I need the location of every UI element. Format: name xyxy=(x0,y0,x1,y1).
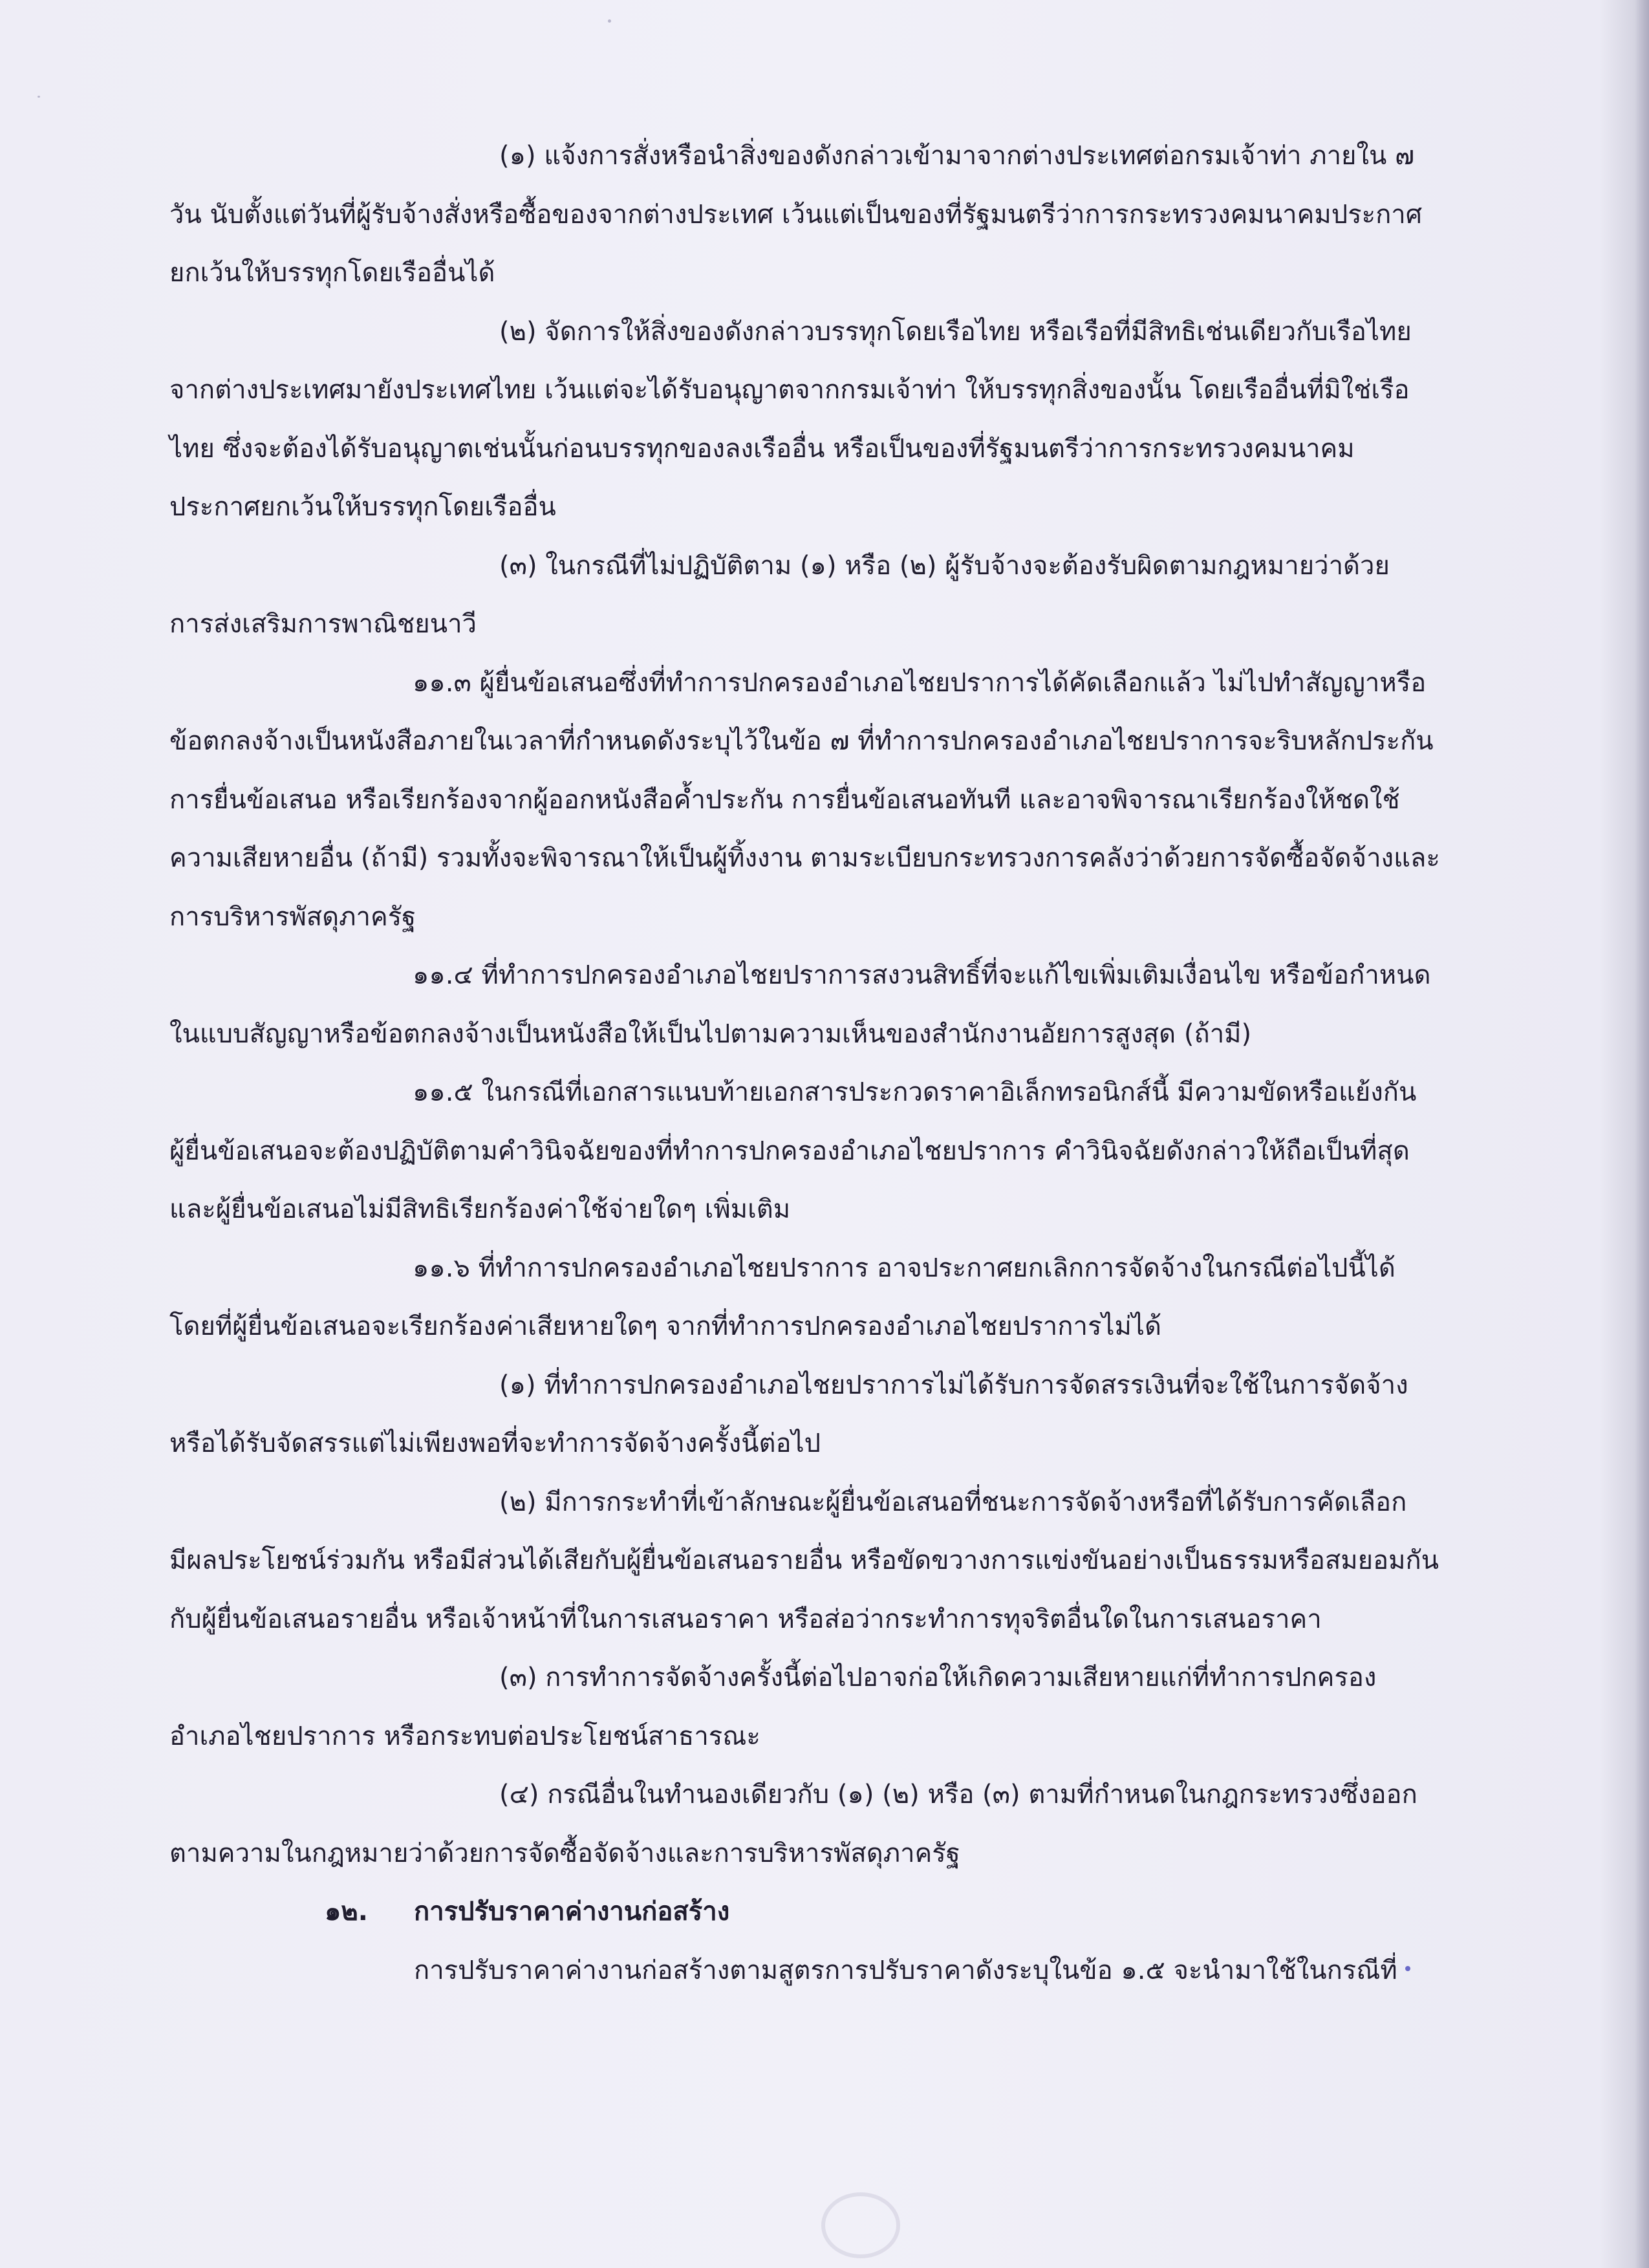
text-line: ยกเว้นให้บรรทุกโดยเรืออื่นได้ xyxy=(169,258,495,288)
text-line: (๑) ที่ทำการปกครองอำเภอไชยปราการไม่ได้รับการจัดสรรเงินที่จะใช้ในการจัดจ้าง xyxy=(499,1370,1408,1400)
text-line: (๒) จัดการให้สิ่งของดังกล่าวบรรทุกโดยเรือไทย หรือเรือที่มีสิทธิเช่นเดียวกับเรือไทย xyxy=(499,316,1412,347)
text-line: ผู้ยื่นข้อเสนอจะต้องปฏิบัติตามคำวินิจฉัยของที่ทำการปกครองอำเภอไชยปราการ คำวินิจฉัยดังกล่าวให้ถือเป็นที่สุด xyxy=(169,1136,1410,1166)
ink-dot xyxy=(1405,1966,1410,1971)
page-edge-shadow xyxy=(1635,0,1649,2268)
text-line: จากต่างประเทศมายังประเทศไทย เว้นแต่จะได้รับอนุญาตจากกรมเจ้าท่า ให้บรรทุกสิ่งของนั้น โดยเรืออื่นที่มิใช่เรือ xyxy=(169,375,1410,405)
text-line: ๑๑.๕ ในกรณีที่เอกสารแนบท้ายเอกสารประกวดราคาอิเล็กทรอนิกส์นี้ มีความขัดหรือแย้งกัน xyxy=(413,1077,1417,1107)
text-line: (๓) ในกรณีที่ไม่ปฏิบัติตาม (๑) หรือ (๒) ผู้รับจ้างจะต้องรับผิดตามกฎหมายว่าด้วย xyxy=(499,550,1390,581)
document-body xyxy=(169,127,1467,2000)
text-line: ๑๑.๖ ที่ทำการปกครองอำเภอไชยปราการ อาจประกาศยกเลิกการจัดจ้างในกรณีต่อไปนี้ได้ xyxy=(413,1253,1396,1283)
text-line: ในแบบสัญญาหรือข้อตกลงจ้างเป็นหนังสือให้เป็นไปตามความเห็นของสำนักงานอัยการสูงสุด (ถ้ามี) xyxy=(169,1019,1252,1049)
text-line: โดยที่ผู้ยื่นข้อเสนอจะเรียกร้องค่าเสียหายใดๆ จากที่ทำการปกครองอำเภอไชยปราการไม่ได้ xyxy=(169,1312,1162,1341)
text-line: กับผู้ยื่นข้อเสนอรายอื่น หรือเจ้าหน้าที่ในการเสนอราคา หรือส่อว่ากระทำการทุจริตอื่นใดในการเสนอราคา xyxy=(169,1604,1322,1634)
text-line: ๑๑.๓ ผู้ยื่นข้อเสนอซึ่งที่ทำการปกครองอำเภอไชยปราการได้คัดเลือกแล้ว ไม่ไปทำสัญญาหรือ xyxy=(413,667,1427,698)
scan-speck xyxy=(38,96,40,98)
text-line: ข้อตกลงจ้างเป็นหนังสือภายในเวลาที่กำหนดดังระบุไว้ในข้อ ๗ ที่ทำการปกครองอำเภอไชยปราการจะริบหลักประกัน xyxy=(169,726,1434,756)
text-line: อำเภอไชยปราการ หรือกระทบต่อประโยชน์สาธารณะ xyxy=(169,1721,760,1751)
section-number: ๑๒. xyxy=(325,1897,368,1927)
text-line: และผู้ยื่นข้อเสนอไม่มีสิทธิเรียกร้องค่าใช้จ่ายใดๆ เพิ่มเติม xyxy=(169,1194,791,1224)
text-line: มีผลประโยชน์ร่วมกัน หรือมีส่วนได้เสียกับผู้ยื่นข้อเสนอรายอื่น หรือขัดขวางการแข่งขันอย่างเป็นธรรมหรือสมยอมกัน xyxy=(169,1546,1439,1575)
text-line: ความเสียหายอื่น (ถ้ามี) รวมทั้งจะพิจารณาให้เป็นผู้ทิ้งงาน ตามระเบียบกระทรวงการคลังว่าด้วยการจัดซื้อจัดจ้างและ xyxy=(169,843,1440,873)
section-heading xyxy=(169,1883,1467,1941)
text-line: ตามความในกฎหมายว่าด้วยการจัดซื้อจัดจ้างและการบริหารพัสดุภาครัฐ xyxy=(169,1838,960,1868)
text-line: (๔) กรณีอื่นในทำนองเดียวกับ (๑) (๒) หรือ (๓) ตามที่กำหนดในกฎกระทรวงซึ่งออก xyxy=(499,1780,1417,1809)
text-line: การปรับราคาค่างานก่อสร้างตามสูตรการปรับราคาดังระบุในข้อ ๑.๕ จะนำมาใช้ในกรณีที่ xyxy=(414,1955,1397,1985)
scan-speck xyxy=(608,19,611,23)
text-line: (๑) แจ้งการสั่งหรือนำสิ่งของดังกล่าวเข้ามาจากต่างประเทศต่อกรมเจ้าท่า ภายใน ๗ xyxy=(499,141,1415,171)
faint-stamp-mark xyxy=(821,2192,900,2258)
section-title: การปรับราคาค่างานก่อสร้าง xyxy=(414,1897,730,1927)
text-line: ไทย ซึ่งจะต้องได้รับอนุญาตเช่นนั้นก่อนบรรทุกของลงเรืออื่น หรือเป็นของที่รัฐมนตรีว่าการกระทรวงคมนาคม xyxy=(169,433,1355,464)
text-line: การบริหารพัสดุภาครัฐ xyxy=(169,902,416,932)
text-line: วัน นับตั้งแต่วันที่ผู้รับจ้างสั่งหรือซื้อของจากต่างประเทศ เว้นแต่เป็นของที่รัฐมนตรีว่าการกระทรวงคมนาคมประกาศ xyxy=(169,199,1423,230)
text-line: การยื่นข้อเสนอ หรือเรียกร้องจากผู้ออกหนังสือค้ำประกัน การยื่นข้อเสนอทันที และอาจพิจารณาเรียกร้องให้ชดใช้ xyxy=(169,784,1400,815)
text-line: (๓) การทำการจัดจ้างครั้งนี้ต่อไปอาจก่อให้เกิดความเสียหายแก่ที่ทำการปกครอง xyxy=(499,1663,1377,1692)
text-line: (๒) มีการกระทำที่เข้าลักษณะผู้ยื่นข้อเสนอที่ชนะการจัดจ้างหรือที่ได้รับการคัดเลือก xyxy=(499,1487,1407,1517)
text-line: ๑๑.๔ ที่ทำการปกครองอำเภอไชยปราการสงวนสิทธิ์ที่จะแก้ไขเพิ่มเติมเงื่อนไข หรือข้อกำหนด xyxy=(413,960,1431,990)
text-line: หรือได้รับจัดสรรแต่ไม่เพียงพอที่จะทำการจัดจ้างครั้งนี้ต่อไป xyxy=(169,1429,821,1458)
text-line: การส่งเสริมการพาณิชยนาวี xyxy=(169,609,477,639)
text-line: ประกาศยกเว้นให้บรรทุกโดยเรืออื่น xyxy=(169,492,556,522)
